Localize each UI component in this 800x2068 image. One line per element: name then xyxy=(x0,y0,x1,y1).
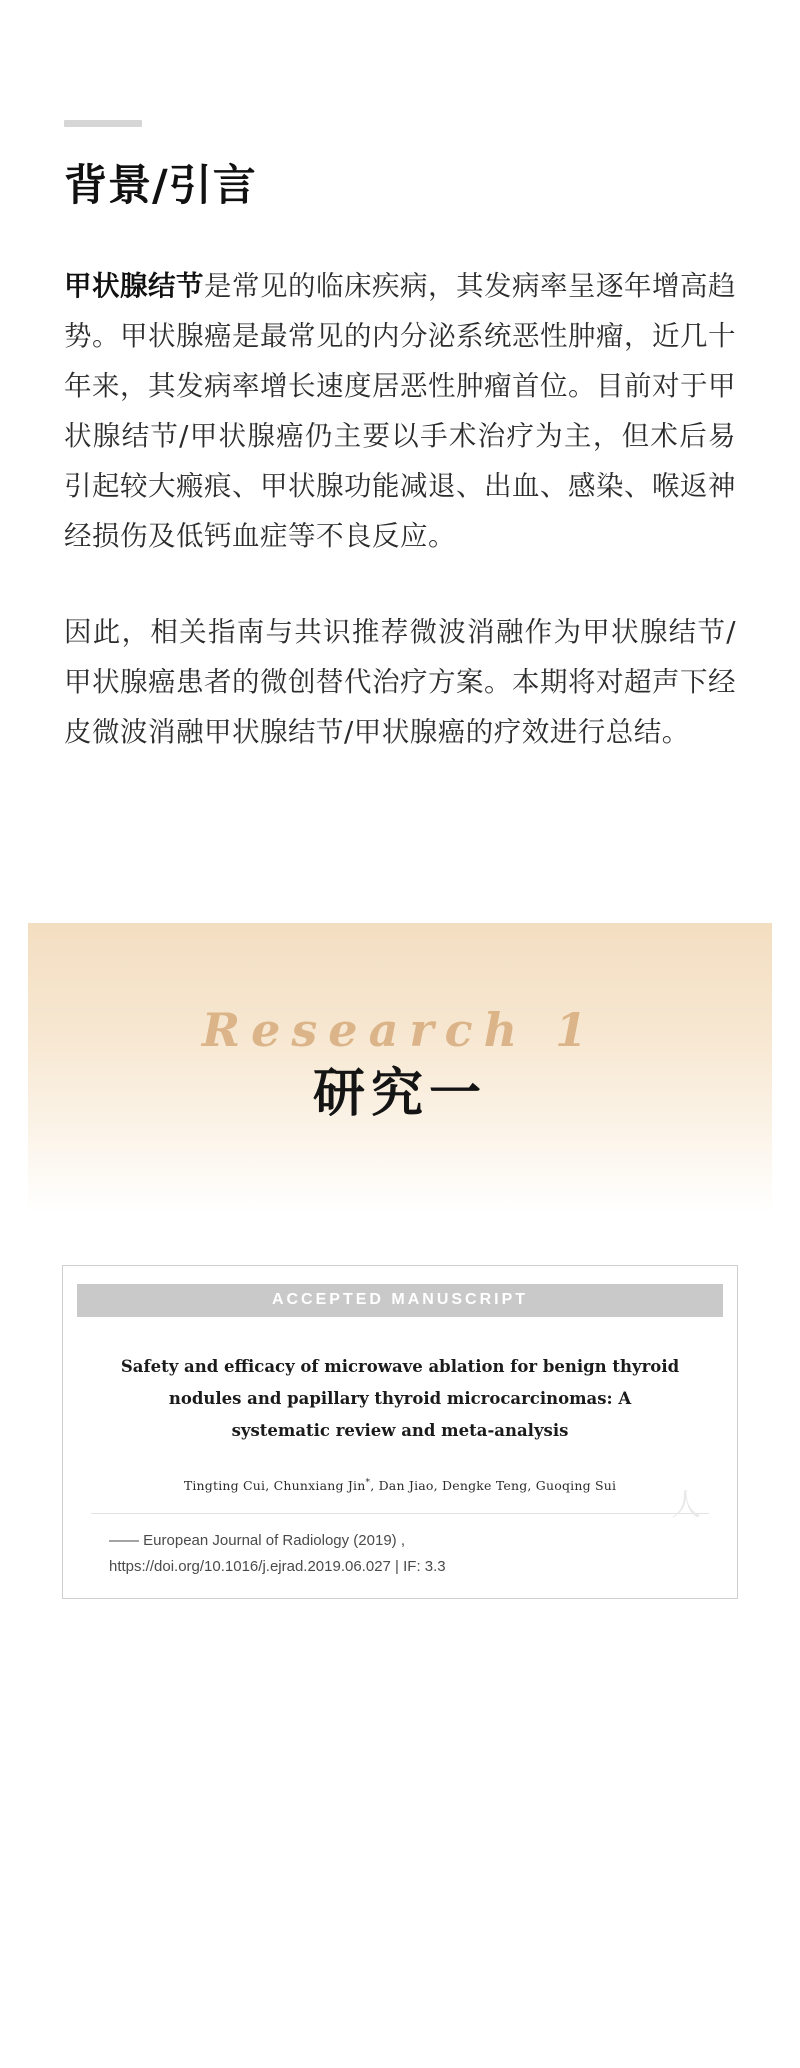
paper-card xyxy=(62,1265,738,1599)
title-rule-decoration xyxy=(64,120,142,127)
banner-script-title: Research 1 xyxy=(201,1003,599,1058)
paragraph xyxy=(64,261,736,561)
paper-divider xyxy=(91,1513,709,1514)
paper-title: Safety and efficacy of microwave ablation for benign thyroid nodules and papillary thyroid microcarcinomas: A systematic review and meta-analysis xyxy=(120,1357,680,1441)
paragraph-text: 因此，相关指南与共识推荐微波消融作为甲状腺结节/甲状腺癌患者的微创替代治疗方案。本期将对超声下经皮微波消融甲状腺结节/甲状腺癌的疗效进行总结。 xyxy=(64,615,736,748)
paragraph-lead-term: 甲状腺结节 xyxy=(64,269,204,302)
paper-authors xyxy=(103,1478,697,1493)
section-header xyxy=(0,0,800,213)
paper-citation xyxy=(109,1528,691,1581)
watermark-icon: 人 xyxy=(671,1488,701,1524)
citation-doi-line: https://doi.org/10.1016/j.ejrad.2019.06.027 | IF: 3.3 xyxy=(109,1557,446,1575)
corresponding-author-marker: * xyxy=(365,1477,371,1488)
body-copy xyxy=(0,261,800,757)
paragraph-text: 是常见的临床疾病，其发病率呈逐年增高趋势。甲状腺癌是最常见的内分泌系统恶性肿瘤，近几十年来，其发病率增长速度居恶性肿瘤首位。目前对于甲状腺结节/甲状腺癌仍主要以手术治疗为主，但术后易引起较大瘢痕、甲状腺功能减退、出血、感染、喉返神经损伤及低钙血症等不良反应。 xyxy=(64,269,736,552)
citation-journal-line: —— European Journal of Radiology (2019) , xyxy=(109,1531,406,1549)
accepted-manuscript-badge: ACCEPTED MANUSCRIPT xyxy=(77,1284,723,1317)
research-banner xyxy=(28,923,772,1213)
paragraph xyxy=(64,607,736,757)
authors-suffix: , Dan Jiao, Dengke Teng, Guoqing Sui xyxy=(370,1477,617,1493)
banner-chinese-title: 研究一 xyxy=(312,1063,487,1125)
page-title: 背景/引言 xyxy=(64,161,257,211)
authors-prefix: Tingting Cui, Chunxiang Jin xyxy=(183,1477,366,1493)
